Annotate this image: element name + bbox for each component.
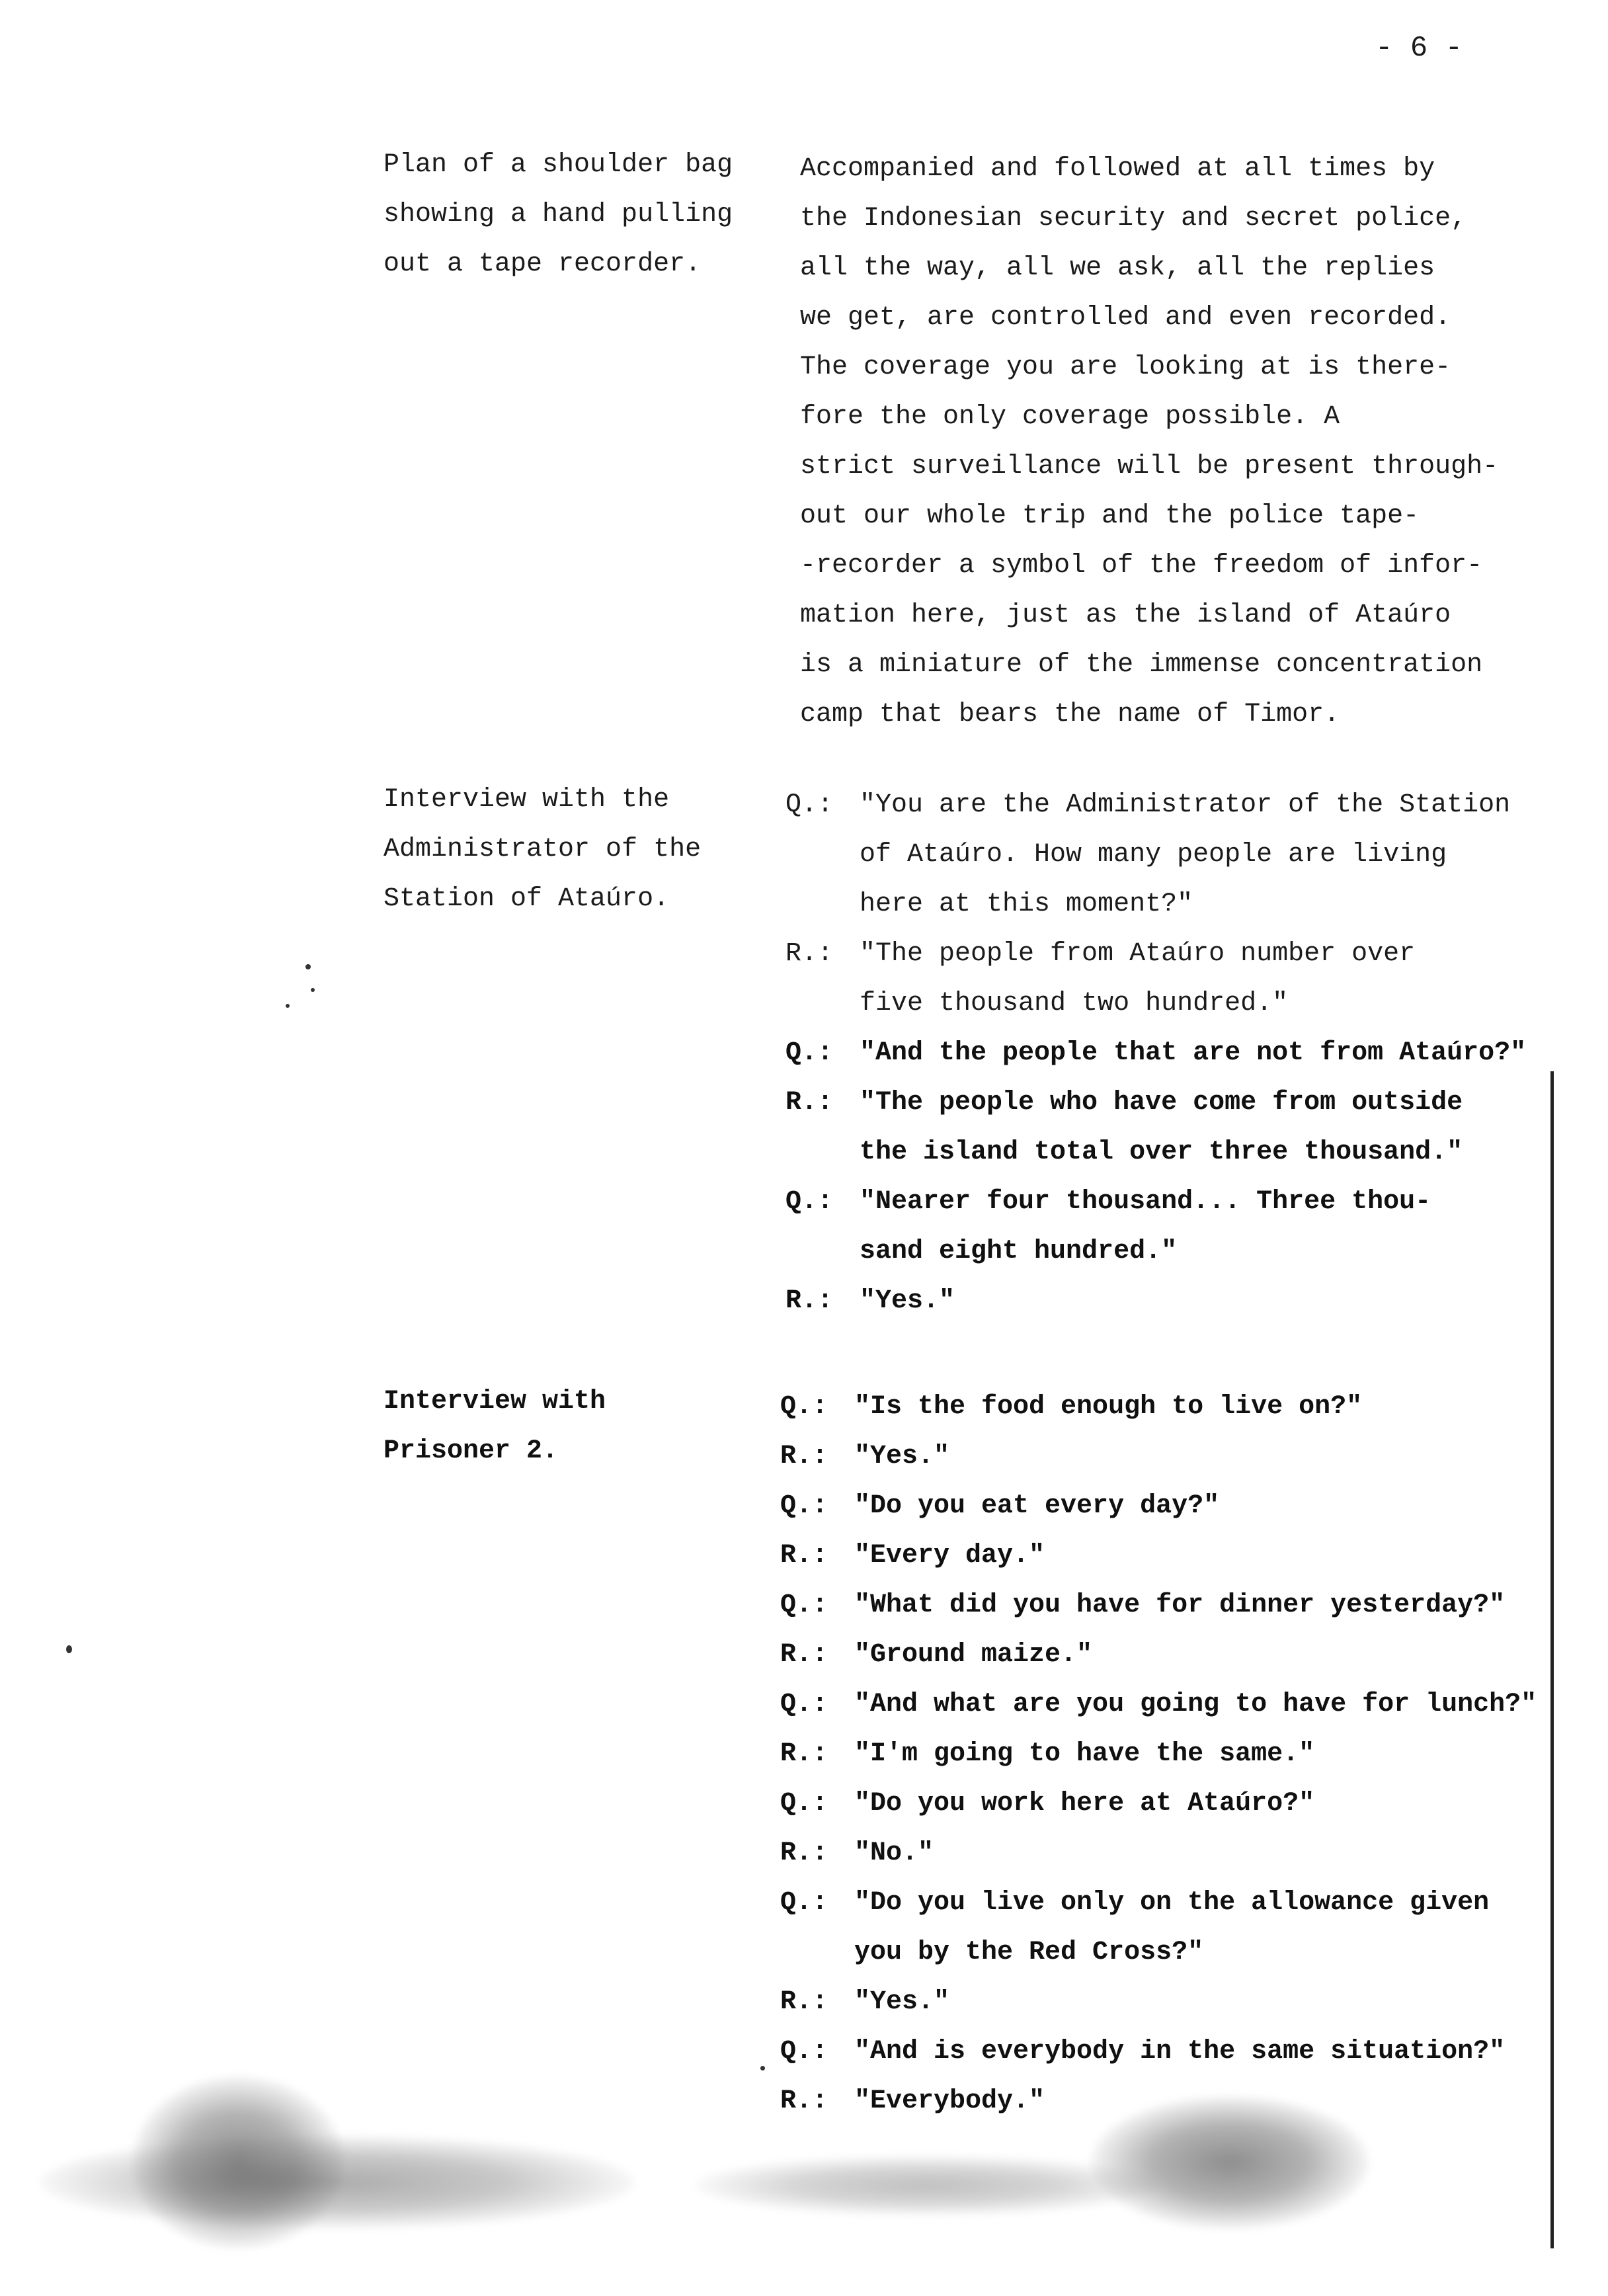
speaker-label: R.: xyxy=(780,1739,828,1769)
speaker-label: Q.: xyxy=(785,790,834,820)
dialogue-line: "And what are you going to have for lunch?" xyxy=(854,1690,1537,1719)
speaker-label: R.: xyxy=(780,2086,828,2116)
dialogue-line: "Ground maize." xyxy=(854,1640,1093,1670)
speaker-label: Q.: xyxy=(785,1187,834,1217)
administrator-dialogue xyxy=(785,780,1572,1326)
dialogue-text xyxy=(854,2027,1505,2076)
dialogue-text xyxy=(860,1177,1431,1276)
shot-description-administrator xyxy=(383,775,793,924)
speaker-label: Q.: xyxy=(780,1392,828,1422)
dialogue-text xyxy=(854,1382,1362,1432)
dialogue-entry xyxy=(780,1531,1567,1580)
narration-line: Accompanied and followed at all times by xyxy=(800,154,1435,184)
dialogue-text xyxy=(854,1779,1314,1828)
dialogue-line: "Yes." xyxy=(860,1286,955,1316)
speaker-label: R.: xyxy=(780,1987,828,2017)
speaker-label: Q.: xyxy=(780,1690,828,1719)
dialogue-text xyxy=(854,1828,934,1878)
dialogue-line: "The people from Ataúro number over xyxy=(860,939,1416,969)
dialogue-entry xyxy=(780,1729,1567,1779)
dialogue-entry xyxy=(785,1276,1572,1326)
dialogue-text xyxy=(854,1580,1505,1630)
dialogue-text xyxy=(854,1977,949,2027)
dialogue-line: "No." xyxy=(854,1838,934,1868)
dialogue-line: of Ataúro. How many people are living xyxy=(860,840,1447,870)
dialogue-entry xyxy=(785,1028,1572,1078)
speaker-label: Q.: xyxy=(780,1590,828,1620)
speaker-label: R.: xyxy=(785,939,834,969)
narration-line: out our whole trip and the police tape- xyxy=(800,501,1420,531)
dialogue-entry xyxy=(780,2027,1567,2076)
speaker-label: R.: xyxy=(780,1442,828,1471)
dialogue-entry xyxy=(785,1177,1572,1276)
dialogue-entry xyxy=(780,1779,1567,1828)
dialogue-entry xyxy=(785,929,1572,1028)
speaker-label: Q.: xyxy=(780,2037,828,2067)
dialogue-entry xyxy=(785,780,1572,929)
dialogue-text xyxy=(860,929,1415,1028)
dialogue-text xyxy=(854,2076,1045,2126)
narration-line: camp that bears the name of Timor. xyxy=(800,700,1340,729)
dialogue-line: "Is the food enough to live on?" xyxy=(854,1392,1363,1422)
shot-description-line: Interview with xyxy=(383,1387,606,1416)
narration-line: is a miniature of the immense concentration xyxy=(800,650,1483,680)
shot-description-line: Station of Ataúro. xyxy=(383,884,670,914)
dialogue-text xyxy=(854,1531,1045,1580)
narration-line: we get, are controlled and even recorded. xyxy=(800,303,1451,333)
scan-smudge xyxy=(1091,2096,1369,2229)
scan-speck xyxy=(66,1645,72,1653)
dialogue-line: "Yes." xyxy=(854,1442,950,1471)
shot-description-line: out a tape recorder. xyxy=(383,249,702,279)
scan-speck xyxy=(311,988,315,992)
dialogue-line: "Nearer four thousand... Three thou- xyxy=(860,1187,1431,1217)
narration-line: -recorder a symbol of the freedom of infor- xyxy=(800,551,1483,581)
dialogue-text xyxy=(854,1630,1092,1680)
shot-description-line: showing a hand pulling xyxy=(383,200,733,229)
dialogue-text xyxy=(854,1432,949,1481)
page-number: - 6 - xyxy=(1375,32,1463,65)
scan-speck xyxy=(305,964,311,969)
dialogue-entry xyxy=(780,1481,1567,1531)
dialogue-line: you by the Red Cross?" xyxy=(854,1938,1204,1967)
scan-smudge xyxy=(694,2156,1157,2215)
dialogue-text xyxy=(854,1680,1537,1729)
dialogue-line: "Do you live only on the allowance given xyxy=(854,1888,1490,1918)
dialogue-line: "Yes." xyxy=(854,1987,950,2017)
speaker-label: Q.: xyxy=(780,1491,828,1521)
dialogue-line: "Every day." xyxy=(854,1541,1045,1571)
dialogue-text xyxy=(860,1078,1463,1177)
dialogue-line: here at this moment?" xyxy=(860,889,1193,919)
speaker-label: R.: xyxy=(780,1541,828,1571)
speaker-label: R.: xyxy=(785,1286,834,1316)
dialogue-line: the island total over three thousand." xyxy=(860,1137,1463,1167)
dialogue-text xyxy=(860,1028,1526,1078)
dialogue-entry xyxy=(780,1680,1567,1729)
shot-description-prisoner-2 xyxy=(383,1377,793,1476)
dialogue-entry xyxy=(780,1432,1567,1481)
speaker-label: Q.: xyxy=(780,1789,828,1819)
dialogue-line: "And the people that are not from Ataúro?" xyxy=(860,1038,1527,1068)
shot-description-line: Interview with the xyxy=(383,785,670,815)
dialogue-entry xyxy=(785,1078,1572,1177)
shot-description-line: Administrator of the xyxy=(383,835,702,864)
dialogue-entry xyxy=(780,1878,1567,1977)
dialogue-text xyxy=(854,1878,1489,1977)
scan-speck xyxy=(760,2066,765,2070)
shot-description-line: Prisoner 2. xyxy=(383,1436,559,1466)
narration-line: fore the only coverage possible. A xyxy=(800,402,1340,432)
dialogue-line: "And is everybody in the same situation?" xyxy=(854,2037,1506,2067)
dialogue-line: five thousand two hundred." xyxy=(860,989,1289,1018)
dialogue-entry xyxy=(780,1828,1567,1878)
shot-description-line: Plan of a shoulder bag xyxy=(383,150,733,180)
speaker-label: R.: xyxy=(780,1640,828,1670)
scan-speck xyxy=(286,1004,290,1008)
speaker-label: R.: xyxy=(785,1088,834,1118)
dialogue-line: "What did you have for dinner yesterday?" xyxy=(854,1590,1506,1620)
scan-smudge xyxy=(40,2136,635,2229)
dialogue-text xyxy=(854,1729,1314,1779)
dialogue-line: "The people who have come from outside xyxy=(860,1088,1463,1118)
dialogue-text xyxy=(854,1481,1219,1531)
dialogue-entry xyxy=(780,1630,1567,1680)
narration-line: mation here, just as the island of Ataúro xyxy=(800,600,1451,630)
dialogue-text xyxy=(860,780,1510,929)
narration-text xyxy=(800,144,1567,739)
dialogue-text xyxy=(860,1276,955,1326)
speaker-label: Q.: xyxy=(780,1888,828,1918)
dialogue-line: "Everybody." xyxy=(854,2086,1045,2116)
dialogue-line: "Do you eat every day?" xyxy=(854,1491,1220,1521)
speaker-label: Q.: xyxy=(785,1038,834,1068)
narration-line: strict surveillance will be present through- xyxy=(800,452,1499,481)
dialogue-line: "I'm going to have the same." xyxy=(854,1739,1315,1769)
dialogue-entry xyxy=(780,1977,1567,2027)
dialogue-entry xyxy=(780,1382,1567,1432)
shot-description-shoulder-bag xyxy=(383,140,793,289)
narration-line: The coverage you are looking at is there- xyxy=(800,352,1451,382)
narration-line: all the way, all we ask, all the replies xyxy=(800,253,1435,283)
scan-edge-line xyxy=(1550,1071,1554,2248)
narration-line: the Indonesian security and secret police, xyxy=(800,204,1467,233)
dialogue-line: sand eight hundred." xyxy=(860,1237,1178,1266)
speaker-label: R.: xyxy=(780,1838,828,1868)
dialogue-line: "Do you work here at Ataúro?" xyxy=(854,1789,1315,1819)
dialogue-line: "You are the Administrator of the Station xyxy=(860,790,1511,820)
prisoner-dialogue xyxy=(780,1382,1567,2126)
dialogue-entry xyxy=(780,1580,1567,1630)
